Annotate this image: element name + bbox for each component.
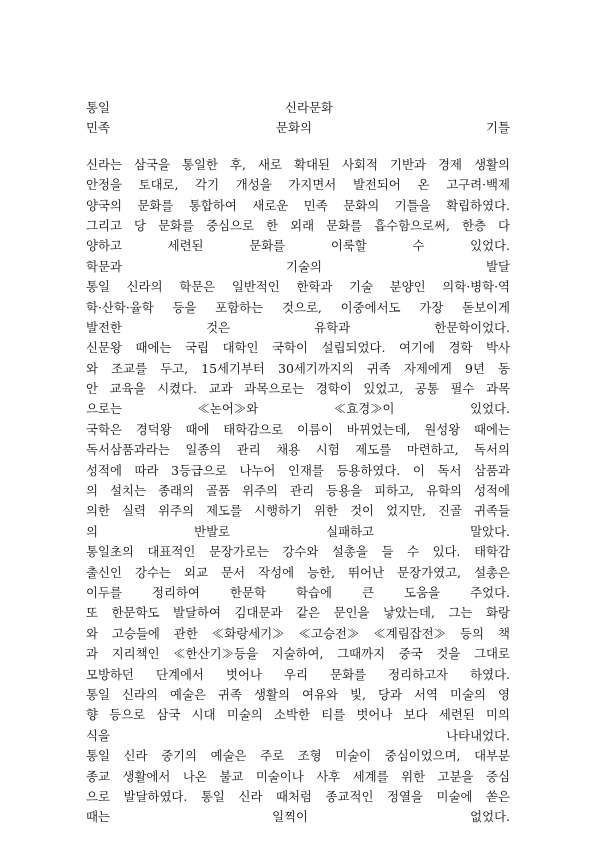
text-line: 그리고 당 문화를 중심으로 한 외래 문화를 흡수함으로써, 한층 다	[86, 217, 510, 233]
text-line: 양국의 문화를 통합하여 새로운 민족 문화의 기틀을 확립하였다.	[86, 197, 510, 213]
text-line: 으로는 ≪논어≫와 ≪효경≫이 있었다.	[86, 401, 510, 417]
text-line: 학문과 기술의 발달	[86, 258, 510, 274]
text-line: 양하고 세련된 문화를 이룩할 수 있었다.	[86, 238, 510, 254]
header-word: 기틀	[486, 120, 510, 136]
text-line: 독서삼품과라는 일종의 관리 채용 시험 제도를 마련하고, 독서의	[86, 442, 510, 458]
text-line: 출신인 강수는 외교 문서 작성에 능한, 뛰어난 문장가였고, 설총은	[86, 564, 510, 580]
text-line: 신라는 삼국을 통일한 후, 새로 확대된 사회적 기반과 경제 생활의	[86, 156, 510, 172]
text-line: 성적에 따라 3등급으로 나누어 인재를 등용하였다. 이 독서 삼품과	[86, 462, 510, 478]
header-word: 신라문화	[285, 100, 333, 115]
text-line: 통일 신라의 학문은 일반적인 한학과 기술 분양인 의학·병학·역	[86, 279, 510, 295]
text-line: 의한 실력 위주의 제도를 시행하기 위한 것이 었지만, 진골 귀족들	[86, 503, 510, 519]
document-body	[86, 98, 510, 828]
text-line: 학·산학·율학 등을 포함하는 것으로, 이중에서도 가장 돋보이게	[86, 299, 510, 315]
text-line: 신문왕 때에는 국립 대학인 국학이 설립되었다. 여기에 경학 박사	[86, 340, 510, 356]
text-line: 이두를 정리하여 한문학 학습에 큰 도움을 주었다.	[86, 584, 510, 600]
text-line: 통일 신라의 예술은 귀족 생활의 여유와 빛, 당과 서역 미술의 영	[86, 686, 510, 702]
header-word: 통일	[86, 100, 110, 115]
text-line: 안 교육을 시켰다. 교과 과목으로는 경학이 있었고, 공통 필수 과목	[86, 381, 510, 397]
text-line: 향 등으로 삼국 시대 미술의 소박한 티를 벗어나 보다 세련된 미의	[86, 707, 510, 723]
body-text	[86, 155, 510, 828]
text-line: 통일 신라 중기의 예술은 주로 조형 미술이 중심이었으며, 대부분	[86, 748, 510, 764]
text-line: 의 설치는 종래의 골품 위주의 관리 등용을 피하고, 유학의 성적에	[86, 483, 510, 499]
text-line: 발전한 것은 유학과 한문학이었다.	[86, 319, 510, 335]
text-line: 때는 일찍이 없었다.	[86, 809, 510, 825]
text-line: 종교 생활에서 나온 불교 미술이나 사후 세계를 위한 고분을 중심	[86, 768, 510, 784]
header-word: 문화의	[276, 120, 312, 136]
header-line-2	[86, 118, 510, 138]
text-line: 식을 나타내었다.	[86, 727, 510, 743]
text-line: 과 지리책인 ≪한산기≫등을 지술하여, 그때까지 중국 것을 그대로	[86, 646, 510, 662]
text-line: 모방하던 단계에서 벗어나 우리 문화를 정리하고자 하였다.	[86, 666, 510, 682]
text-line: 국학은 경덕왕 때에 태학감으로 이름이 바뀌었는데, 원성왕 때에는	[86, 421, 510, 437]
spacer	[86, 139, 510, 155]
text-line: 또 한문학도 발달하여 김대문과 같은 문인을 낳았는데, 그는 화랑	[86, 605, 510, 621]
text-line: 의 반발로 실패하고 말았다.	[86, 523, 510, 539]
text-line: 와 조교를 두고, 15세기부터 30세기까지의 귀족 자제에게 9년 동	[86, 360, 510, 376]
text-line: 와 고승들에 관한 ≪화랑세기≫ ≪고승전≫ ≪계림잡전≫ 등의 책	[86, 625, 510, 641]
text-line: 안정을 토대로, 각기 개성을 가지면서 발전되어 온 고구려·백제	[86, 177, 510, 193]
header-word: 민족	[86, 120, 110, 136]
text-line: 통일초의 대표적인 문장가로는 강수와 설총을 들 수 있다. 태학감	[86, 544, 510, 560]
header-line-1	[86, 98, 510, 118]
text-line: 으로 발달하였다. 통일 신라 때처럼 종교적인 정열을 미술에 쏟은	[86, 788, 510, 804]
